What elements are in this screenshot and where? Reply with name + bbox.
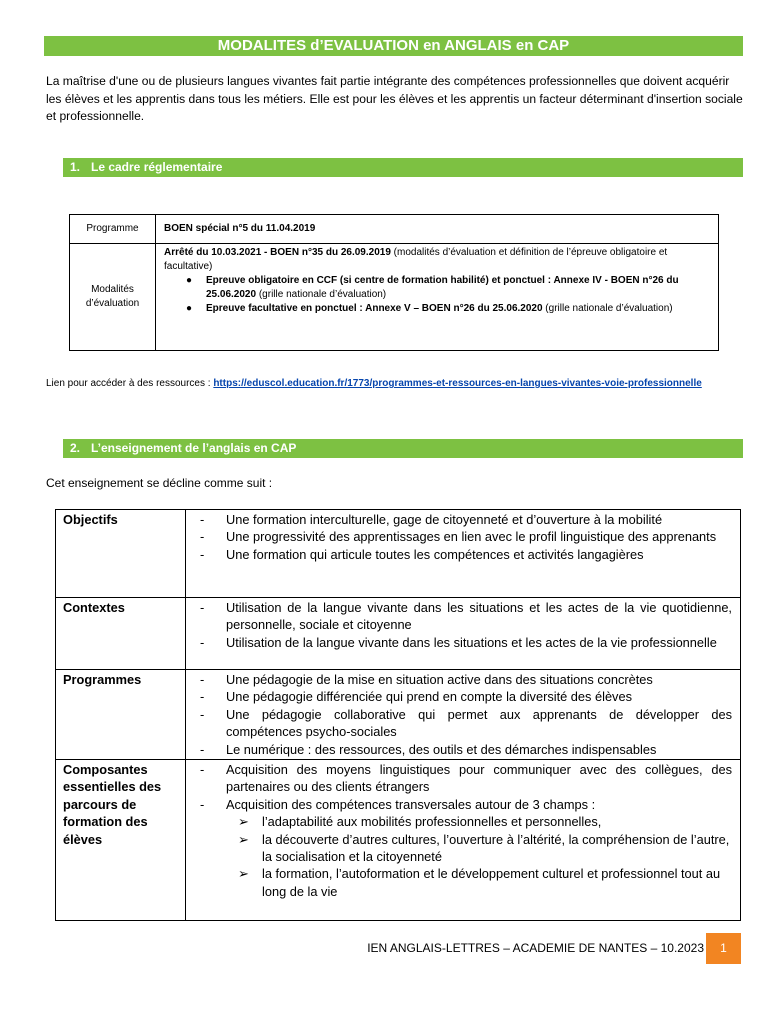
section-number: 1.: [70, 160, 81, 174]
resource-link-line: [46, 376, 736, 391]
item-text: la découverte d’autres cultures, l’ouverture à l’altérité, la compréhension de l’autre, la socialisation et la citoyenneté: [262, 831, 730, 865]
list-item: [200, 546, 732, 563]
item-text: Une pédagogie collaborative qui permet aux apprenants de développer des compétences psycho-sociales: [226, 706, 732, 740]
sub-list-item: [200, 831, 732, 866]
dash-icon: -: [200, 634, 205, 650]
dash-icon: -: [200, 741, 205, 757]
table-row: [70, 215, 719, 244]
table-row: [70, 244, 719, 351]
footer-text: IEN ANGLAIS-LETTRES – ACADEMIE DE NANTES – 10.2023: [367, 941, 704, 955]
regulatory-table: [69, 214, 719, 351]
list-item: [200, 528, 732, 545]
list-item: [186, 302, 710, 316]
row-value: [186, 760, 741, 921]
dash-icon: -: [200, 529, 205, 545]
bullet-rest: (grille nationale d’évaluation): [542, 303, 673, 314]
bullet-bold: Epreuve obligatoire en CCF (si centre de formation habilité) et ponctuel : Annexe IV - BOEN n°26 du 25.06.2020: [206, 275, 679, 300]
row-label: Contextes: [56, 598, 186, 670]
table-row: [56, 760, 741, 921]
item-text: la formation, l’autoformation et le développement culturel et professionnel tout au long de la vie: [262, 866, 721, 899]
row-label: Programme: [70, 215, 156, 244]
item-text: Le numérique : des ressources, des outils et des démarches indispensables: [226, 741, 657, 757]
row-label: Composantes essentielles des parcours de formation des élèves: [56, 760, 186, 921]
list-item: [200, 511, 732, 528]
intro-paragraph: La maîtrise d'une ou de plusieurs langues vivantes fait partie intégrante des compétences professionnelles que doivent acquérir les élèves et les apprentis dans tous les métiers. Elle est pour les élèves et les apprentis un facteur déterminant d'insertion sociale et professionnelle.: [46, 74, 743, 123]
arrow-bullet-icon: ➢: [238, 866, 249, 882]
bullet-rest: (grille nationale d’évaluation): [256, 289, 387, 300]
row-value: [186, 510, 741, 598]
page-number: 1: [706, 933, 741, 964]
row-value: [186, 670, 741, 760]
dash-icon: -: [200, 762, 205, 778]
item-text: l’adaptabilité aux mobilités professionnelles et personnelles,: [262, 814, 602, 830]
dash-icon: -: [200, 689, 205, 705]
item-text: Acquisition des compétences transversales autour de 3 champs :: [226, 796, 596, 812]
dash-icon: -: [200, 600, 205, 615]
row-label: Modalités d’évaluation: [70, 244, 156, 351]
row-label: Objectifs: [56, 510, 186, 598]
section-title: Le cadre réglementaire: [91, 160, 223, 174]
list-item: [200, 741, 732, 758]
document-title: MODALITES d’EVALUATION en ANGLAIS en CAP: [44, 36, 743, 56]
list-item: [200, 796, 732, 813]
list-item: [200, 706, 732, 741]
list-item: [200, 599, 732, 634]
item-text: Acquisition des moyens linguistiques pour communiquer avec des collègues, des partenaires ou des clients étrangers: [226, 762, 732, 795]
list-item: [186, 274, 710, 302]
bullet-icon: ●: [186, 303, 193, 314]
item-text: Une pédagogie de la mise en situation active dans des situations concrètes: [226, 672, 653, 687]
item-text: Utilisation de la langue vivante dans les situations et les actes de la vie quotidienne, personnelle, sociale et citoyenne: [226, 600, 732, 633]
row-value: [156, 215, 719, 244]
programme-value: BOEN spécial n°5 du 11.04.2019: [164, 223, 316, 234]
sub-list-item: [200, 865, 732, 900]
lead-text: Cet enseignement se décline comme suit :: [46, 476, 273, 490]
table-row: [56, 510, 741, 598]
bullet-bold: Epreuve facultative en ponctuel : Annexe V – BOEN n°26 du 25.06.2020: [206, 303, 543, 314]
arrete-bold: Arrêté du 10.03.2021 - BOEN n°35 du 26.09.2019: [164, 247, 391, 258]
dash-icon: -: [200, 706, 205, 722]
item-text: Une progressivité des apprentissages en lien avec le profil linguistique des apprenants: [226, 529, 717, 545]
row-value: [156, 244, 719, 351]
link-prefix: Lien pour accéder à des ressources :: [46, 378, 214, 389]
arrete-rest: (modalités d’évaluation et définition de l’épreuve obligatoire et facultative): [164, 247, 668, 272]
dash-icon: -: [200, 546, 205, 562]
item-text: Utilisation de la langue vivante dans les situations et les actes de la vie professionnelle: [226, 634, 717, 650]
list-item: [200, 634, 732, 651]
resource-link[interactable]: https://eduscol.education.fr/1773/programmes-et-ressources-en-langues-vivantes-voie-professionnelle: [213, 378, 702, 389]
section-heading-1: [63, 158, 743, 177]
arrow-bullet-icon: ➢: [238, 814, 249, 830]
dash-icon: -: [200, 672, 205, 687]
evaluation-list: [186, 274, 710, 316]
list-item: [200, 688, 732, 705]
table-row: [56, 670, 741, 760]
row-value: [186, 598, 741, 670]
teaching-table: [55, 509, 741, 921]
bullet-icon: ●: [186, 275, 193, 286]
item-text: Une pédagogie différenciée qui prend en compte la diversité des élèves: [226, 689, 632, 705]
section-number: 2.: [70, 441, 81, 455]
item-text: Une formation interculturelle, gage de citoyenneté et d’ouverture à la mobilité: [226, 512, 663, 527]
section-title: L’enseignement de l’anglais en CAP: [91, 441, 297, 455]
section-heading-2: [63, 439, 743, 458]
row-label: Programmes: [56, 670, 186, 760]
arrow-bullet-icon: ➢: [238, 831, 249, 847]
list-item: [200, 761, 732, 796]
item-text: Une formation qui articule toutes les compétences et activités langagières: [226, 546, 644, 562]
sub-list-item: [200, 813, 732, 830]
dash-icon: -: [200, 796, 205, 812]
arrete-line: [164, 246, 710, 274]
list-item: [200, 671, 732, 688]
table-row: [56, 598, 741, 670]
dash-icon: -: [200, 512, 205, 527]
